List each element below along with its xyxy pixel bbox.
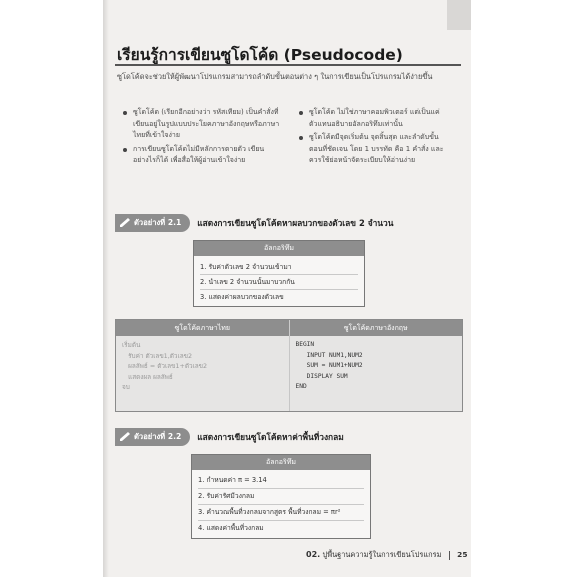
algorithm-step: 1. กำหนดค่า π = 3.14 [198,473,364,489]
header-thai: ซูโดโค้ดภาษาไทย [116,320,290,336]
example-badge-label: ตัวอย่างที่ 2.2 [134,432,182,441]
bullet-item: ซูโดโค้ด ไม่ใช่ภาษาคอมพิวเตอร์ แต่เป็นแค่ตัวแทนอธิบายอัลกอริทึมเท่านั้น [293,107,451,130]
code-line: รับค่า ตัวเลข1,ตัวเลข2 [122,351,193,360]
algorithm-header: อัลกอริทึม [192,455,370,470]
bullet-list-right [293,107,451,169]
bullet-item: ซูโดโค้ด (เรียกอีกอย่างว่า รหัสเทียม) เป็นคำสั่งที่เขียนอยู่ในรูปแบบประโยคภาษาอังกฤษหรือภาษาไทยที่เข้าใจง่าย [117,107,287,142]
example-heading-1 [115,214,393,232]
thai-pseudocode [116,336,289,411]
example-badge [115,214,190,232]
page-gutter-shadow [103,0,109,577]
code-line: END [295,383,307,390]
corner-tab [447,0,471,30]
algorithm-list [194,256,364,306]
algorithm-box-1 [193,240,365,307]
code-line: ผลลัพธ์ = ตัวเลข1+ตัวเลข2 [122,362,208,370]
code-line: DISPLAY SUM [295,372,348,380]
comparison-body [116,336,462,411]
code-line: จบ [122,383,130,391]
section-title: เรียนรู้การเขียนซูโดโค้ด (Pseudocode) [117,46,403,64]
chapter-number: 02. [306,550,321,559]
algorithm-step: 3. แสดงค่าผลบวกของตัวเลข [200,293,284,301]
header-english: ซูโดโค้ดภาษาอังกฤษ [343,324,408,332]
algorithm-step: 1. รับค่าตัวเลข 2 จำนวนเข้ามา [200,260,358,275]
bullet-item: ซูโดโค้ดมีจุดเริ่มต้น จุดสิ้นสุด และลำดับขั้นตอนที่ชัดเจน โดย 1 บรรทัด คือ 1 คำสั่ง และควรใช้ย่อหน้าจัดระเบียบให้อ่านง่าย [293,132,451,167]
example-badge-label: ตัวอย่างที่ 2.1 [134,218,182,227]
algorithm-step: 3. คำนวณพื้นที่วงกลมจากสูตร พื้นที่วงกลม = πr² [198,505,364,521]
book-page [103,0,471,577]
pencil-icon [119,432,131,442]
algorithm-step: 2. รับค่ารัศมีวงกลม [198,489,364,505]
comparison-header [116,320,462,336]
example-badge [115,428,190,446]
intro-paragraph: ซูโดโค้ดจะช่วยให้ผู้พัฒนาโปรแกรมสามารถลำดับขั้นตอนต่าง ๆ ในการเขียนเป็นโปรแกรมได้ง่ายขึ้น [117,72,433,81]
bullet-list-left [117,107,287,169]
chapter-title: ปูพื้นฐานความรู้ในการเขียนโปรแกรม [322,550,442,559]
code-line: เริ่มต้น [122,341,141,349]
pencil-icon [119,218,131,228]
code-line: INPUT NUM1,NUM2 [295,351,363,359]
page-number: 25 [457,550,468,559]
bullet-item: การเขียนซูโดโค้ดไม่มีหลักการตายตัว เขียนอย่างไรก็ได้ เพื่อสื่อให้ผู้อ่านเข้าใจง่าย [117,144,287,167]
code-line: SUM = NUM1+NUM2 [295,362,363,369]
example-title: แสดงการเขียนซูโดโค้ดหาผลบวกของตัวเลข 2 จำนวน [197,218,394,228]
page-footer [306,549,467,561]
example-title: แสดงการเขียนซูโดโค้ดหาค่าพื้นที่วงกลม [197,432,344,442]
code-line: แสดงผล ผลลัพธ์ [122,372,173,381]
title-underline [115,64,461,66]
algorithm-list [192,470,370,538]
pseudocode-comparison-table [115,319,463,412]
footer-divider [449,551,450,560]
code-line: BEGIN [295,341,315,348]
algorithm-header: อัลกอริทึม [194,241,364,256]
english-pseudocode [289,336,463,411]
algorithm-step: 4. แสดงค่าพื้นที่วงกลม [198,524,264,532]
algorithm-step: 2. นำเลข 2 จำนวนนั้นมาบวกกัน [200,275,358,290]
example-heading-2 [115,428,344,446]
algorithm-box-2 [191,454,371,539]
